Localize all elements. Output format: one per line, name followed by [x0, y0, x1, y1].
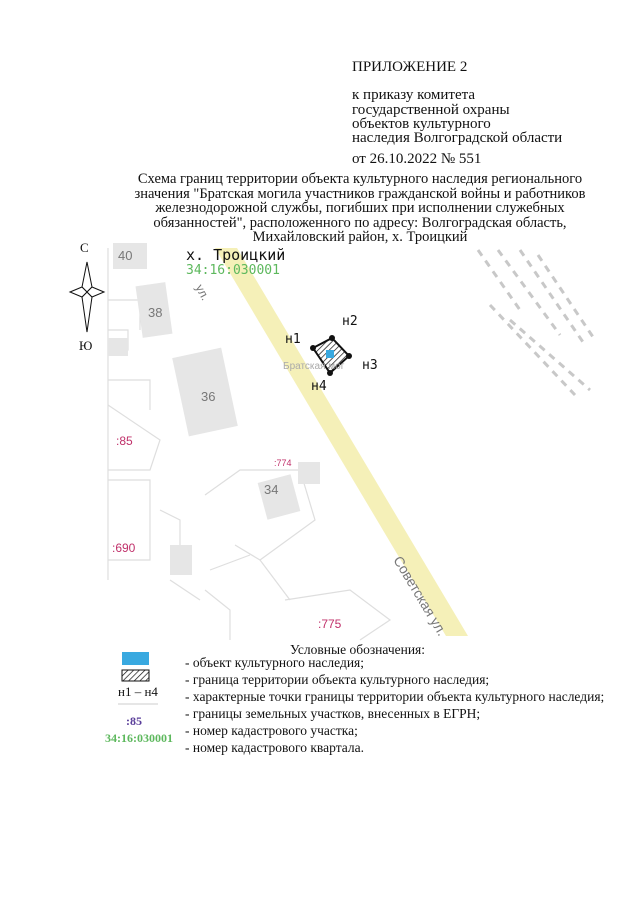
legend-quarter-symbol: 34:16:030001 [105, 731, 173, 745]
street-road [215, 248, 468, 636]
point-n1 [310, 345, 316, 351]
compass-icon [70, 262, 104, 332]
building-small [298, 462, 320, 484]
parcel-number: :690 [112, 541, 136, 555]
lot-number: 38 [148, 305, 163, 320]
legend-boundary-swatch [122, 670, 149, 681]
legend-item: - номер кадастрового участка; [185, 723, 358, 738]
title-line: Схема границ территории объекта культурного наследия регионального [137, 171, 583, 187]
legend-item: - номер кадастрового квартала. [185, 740, 364, 755]
order-date: от 26.10.2022 № 551 [352, 151, 482, 167]
heritage-object [326, 350, 334, 358]
order-line-2: государственной охраны [352, 102, 510, 118]
street-label-upper: ул. [192, 282, 213, 303]
legend-item: - объект культурного наследия; [185, 655, 365, 670]
compass-north: С [80, 240, 89, 255]
lot-number: 36 [201, 389, 216, 404]
appendix-title: ПРИЛОЖЕНИЕ 2 [352, 59, 468, 75]
title-line: Михайловский район, х. Троицкий [252, 229, 468, 245]
point-label-n4: н4 [311, 379, 327, 394]
order-line-1: к приказу комитета [352, 87, 476, 103]
legend-item: - характерные точки границы территории объекта культурного наследия; [185, 689, 605, 704]
point-n2 [329, 335, 335, 341]
parcel-number: :85 [116, 434, 133, 448]
order-line-3: объектов культурного [352, 116, 491, 132]
legend-item: - границы земельных участков, внесенных в ЕГРН; [185, 706, 481, 721]
lot-number: 34 [264, 482, 279, 497]
street-label-lower: Советская ул. [390, 553, 451, 639]
lot-number: 40 [118, 248, 133, 263]
building-small [108, 338, 128, 356]
title-line: обязанностей", расположенного по адресу: Волгоградская область, [153, 214, 567, 231]
settlement-label: х. Троицкий [186, 246, 286, 264]
monument-label: Братская мог [283, 361, 345, 372]
legend-item: - граница территории объекта культурного наследия; [185, 672, 490, 687]
quarter-label: 34:16:030001 [186, 263, 280, 278]
parcel-number: :774 [274, 458, 292, 468]
title-line: железнодорожной службы, погибших при исполнении служебных [155, 200, 565, 216]
point-label-n1: н1 [285, 332, 301, 347]
point-n3 [346, 353, 352, 359]
railway-lines [478, 250, 595, 395]
point-label-n3: н3 [362, 358, 378, 373]
point-label-n2: н2 [342, 314, 358, 329]
parcel-number: :775 [318, 617, 342, 631]
buildings [108, 243, 320, 575]
legend-items [185, 654, 604, 756]
title-line: значения "Братская могила участников гражданской войны и работников [134, 185, 586, 202]
legend-object-swatch [122, 652, 149, 665]
order-line-4: наследия Волгоградской области [352, 130, 563, 146]
legend-parcel-symbol: :85 [126, 714, 142, 728]
building-small [170, 545, 192, 575]
legend-title: Условные обозначения: [290, 642, 426, 657]
compass-south: Ю [79, 338, 93, 353]
legend-points-symbol: н1 – н4 [118, 684, 158, 699]
